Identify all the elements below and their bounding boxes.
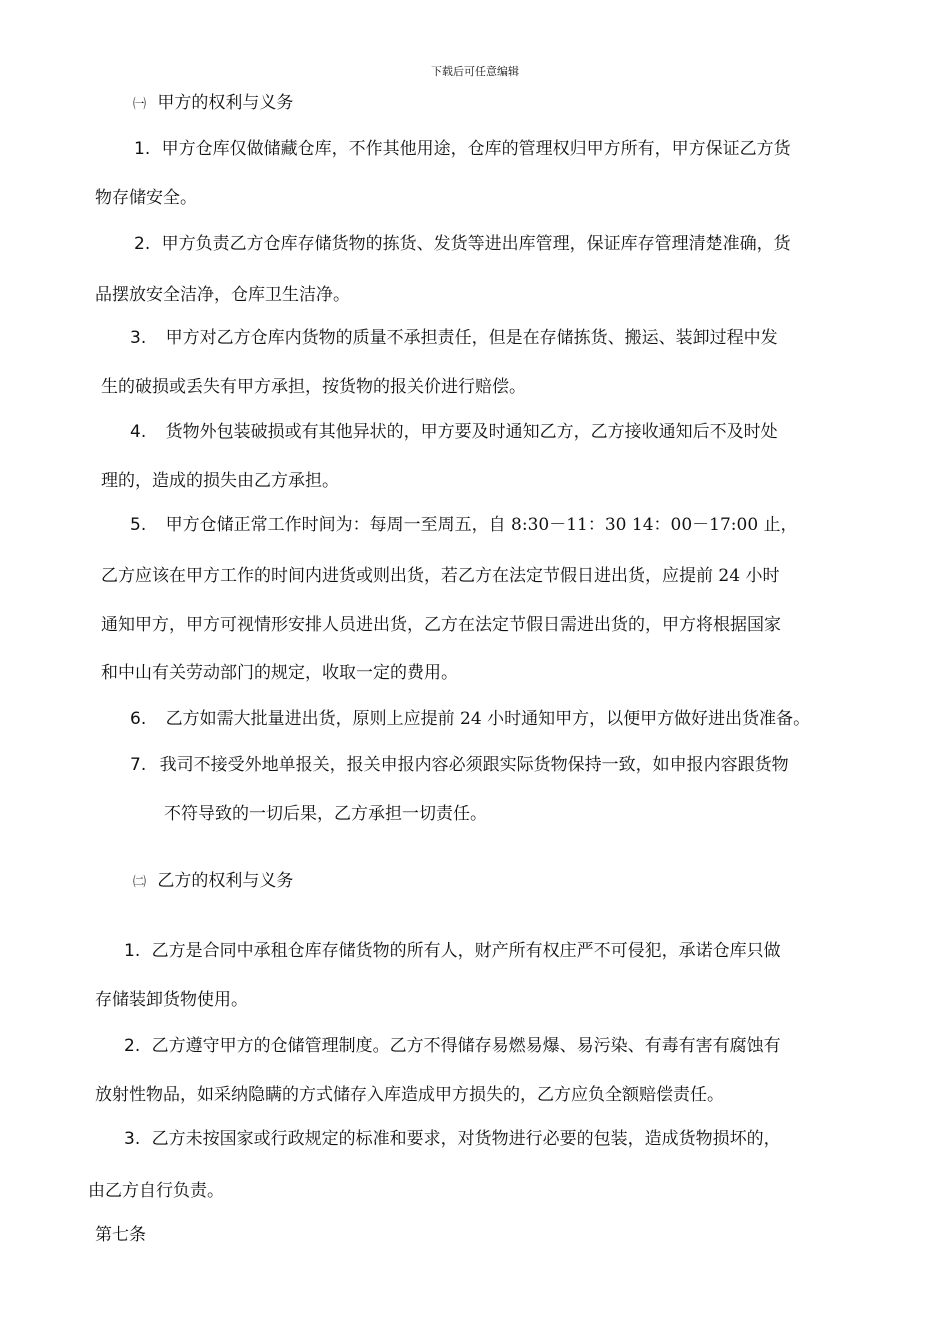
s2-item2-line1 bbox=[124, 1035, 781, 1057]
s1-item7-line1 bbox=[130, 754, 789, 776]
section1-marker: ㈠ bbox=[133, 97, 147, 112]
s2-item3-line2: 由乙方自行负责。 bbox=[88, 1181, 224, 1201]
s1-item1-number: 1. bbox=[134, 139, 151, 159]
s1-item1-text: 甲方仓库仅做储藏仓库，不作其他用途，仓库的管理权归甲方所有，甲方保证乙方货 bbox=[161, 139, 791, 159]
s1-item7-text: 我司不接受外地单报关，报关申报内容必须跟实际货物保持一致，如申报内容跟货物 bbox=[159, 755, 789, 775]
s1-item7-line2: 不符导致的一切后果，乙方承担一切责任。 bbox=[164, 804, 487, 824]
section1-title: 甲方的权利与义务 bbox=[157, 93, 294, 113]
s2-item3-number: 3. bbox=[124, 1129, 141, 1149]
s1-item7-number: 7. bbox=[130, 755, 147, 775]
s2-item2-line2: 放射性物品，如采纳隐瞒的方式储存入库造成甲方损失的，乙方应负全额赔偿责任。 bbox=[95, 1085, 724, 1105]
s1-item4-text: 货物外包装破损或有其他异状的，甲方要及时通知乙方，乙方接收通知后不及时处 bbox=[165, 422, 778, 442]
s1-item5-line4: 和中山有关劳动部门的规定，收取一定的费用。 bbox=[101, 663, 458, 683]
s2-item3-text: 乙方未按国家或行政规定的标准和要求，对货物进行必要的包装，造成货物损坏的， bbox=[151, 1129, 781, 1149]
page-header: 下载后可任意编辑 bbox=[431, 65, 519, 78]
section2-marker: ㈡ bbox=[133, 875, 147, 890]
s1-item5-text: 甲方仓储正常工作时间为：每周一至周五，自 8:30－11：30 14：00－17:00 止， bbox=[165, 515, 798, 535]
s1-item2-number: 2. bbox=[134, 234, 151, 254]
s1-item4-line1 bbox=[130, 421, 778, 443]
s2-item3-line1 bbox=[124, 1128, 781, 1150]
s2-item2-text: 乙方遵守甲方的仓储管理制度。乙方不得储存易燃易爆、易污染、有毒有害有腐蚀有 bbox=[151, 1036, 781, 1056]
s1-item5-line1 bbox=[130, 514, 798, 536]
article-seven: 第七条 bbox=[95, 1225, 146, 1245]
s1-item2-line2: 品摆放安全洁净，仓库卫生洁净。 bbox=[95, 285, 350, 305]
s1-item1-line1 bbox=[134, 138, 791, 160]
s1-item6-number: 6. bbox=[130, 709, 147, 729]
s2-item1-number: 1. bbox=[124, 941, 141, 961]
s1-item4-number: 4. bbox=[130, 422, 147, 442]
s1-item2-line1 bbox=[134, 233, 791, 255]
s1-item3-line2: 生的破损或丢失有甲方承担，按货物的报关价进行赔偿。 bbox=[101, 377, 526, 397]
s1-item6-line1 bbox=[130, 708, 810, 730]
section1-heading bbox=[133, 92, 293, 116]
section2-title: 乙方的权利与义务 bbox=[157, 871, 294, 891]
s1-item4-line2: 理的，造成的损失由乙方承担。 bbox=[101, 471, 339, 491]
s1-item5-line3: 通知甲方，甲方可视情形安排人员进出货，乙方在法定节假日需进出货的，甲方将根据国家 bbox=[101, 615, 781, 635]
s1-item3-line1 bbox=[130, 327, 778, 349]
s2-item2-number: 2. bbox=[124, 1036, 141, 1056]
s1-item3-number: 3. bbox=[130, 328, 147, 348]
s2-item1-text: 乙方是合同中承租仓库存储货物的所有人，财产所有权庄严不可侵犯，承诺仓库只做 bbox=[151, 941, 781, 961]
s1-item5-line2: 乙方应该在甲方工作的时间内进货或则出货，若乙方在法定节假日进出货，应提前 24 小时 bbox=[101, 566, 780, 586]
s1-item3-text: 甲方对乙方仓库内货物的质量不承担责任，但是在存储拣货、搬运、装卸过程中发 bbox=[165, 328, 778, 348]
section2-heading bbox=[133, 870, 293, 894]
s2-item1-line2: 存储装卸货物使用。 bbox=[95, 990, 248, 1010]
s1-item2-text: 甲方负责乙方仓库存储货物的拣货、发货等进出库管理，保证库存管理清楚准确，货 bbox=[161, 234, 791, 254]
s2-item1-line1 bbox=[124, 940, 781, 962]
s1-item5-number: 5. bbox=[130, 515, 147, 535]
s1-item6-text: 乙方如需大批量进出货，原则上应提前 24 小时通知甲方，以便甲方做好进出货准备。 bbox=[165, 709, 811, 729]
s1-item1-line2: 物存储安全。 bbox=[95, 188, 197, 208]
